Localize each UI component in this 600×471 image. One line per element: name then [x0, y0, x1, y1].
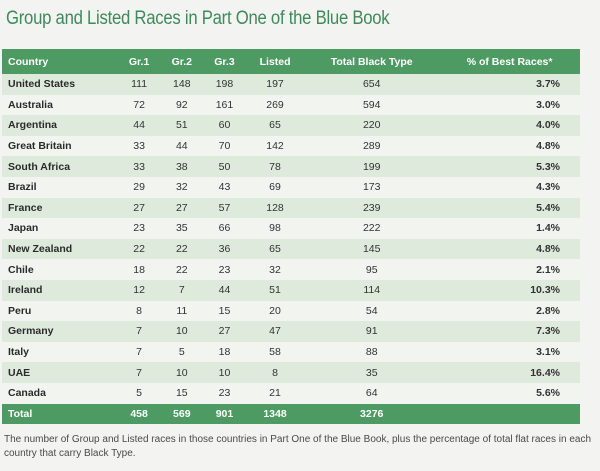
country-cell: Great Britain — [8, 140, 72, 153]
gr1-cell: 23 — [133, 222, 145, 235]
country-cell: Brazil — [8, 181, 37, 194]
total-black-type-cell: 594 — [362, 98, 381, 111]
total-label: Total — [8, 407, 33, 420]
gr3-cell: 36 — [218, 243, 231, 256]
total-black-type-cell: 54 — [365, 304, 378, 317]
listed-cell: 47 — [269, 325, 281, 338]
total-black-type-cell: 91 — [365, 325, 378, 338]
listed-cell: 128 — [266, 201, 284, 214]
total-black-type-cell: 95 — [365, 263, 378, 276]
listed-cell: 98 — [269, 222, 281, 235]
total-gr1: 458 — [130, 407, 148, 420]
total-black-type-cell: 199 — [362, 160, 381, 173]
header-total-black-type: Total Black Type — [330, 55, 413, 68]
gr1-cell: 12 — [133, 284, 145, 297]
gr1-cell: 33 — [133, 140, 145, 153]
total-black-type-cell: 220 — [362, 119, 381, 132]
listed-cell: 51 — [269, 284, 281, 297]
header-gr3: Gr.3 — [214, 55, 235, 68]
gr2-cell: 7 — [178, 284, 185, 297]
best-races-pct-cell: 10.3% — [530, 284, 560, 297]
gr3-cell: 43 — [218, 181, 231, 194]
total-gr2: 569 — [173, 407, 191, 420]
table-row — [2, 198, 580, 219]
table-row — [2, 301, 580, 322]
country-cell: Germany — [8, 325, 54, 338]
best-races-pct-cell: 16.4% — [530, 366, 560, 379]
header-gr1: Gr.1 — [128, 55, 150, 68]
total-black-type-cell: 289 — [362, 140, 381, 153]
country-cell: Argentina — [8, 119, 58, 132]
table-row — [2, 74, 580, 95]
total-black-type-cell: 145 — [362, 243, 381, 256]
table-row — [2, 259, 580, 280]
country-cell: UAE — [8, 366, 31, 379]
gr2-cell: 148 — [173, 78, 191, 91]
gr3-cell: 70 — [218, 140, 231, 153]
total-black-type-cell: 654 — [362, 78, 381, 91]
listed-cell: 269 — [266, 98, 284, 111]
gr2-cell: 32 — [175, 181, 188, 194]
best-races-pct-cell: 5.4% — [536, 201, 560, 214]
gr3-cell: 23 — [218, 387, 231, 400]
best-races-pct-cell: 1.4% — [536, 222, 560, 235]
races-table — [2, 49, 580, 424]
listed-cell: 58 — [269, 346, 281, 359]
listed-cell: 65 — [269, 243, 281, 256]
gr3-cell: 50 — [218, 160, 231, 173]
total-best-races-pct — [439, 404, 580, 424]
table-row — [2, 218, 580, 239]
best-races-pct-cell: 4.8% — [536, 243, 560, 256]
table-header-row — [2, 49, 580, 74]
total-black-type-cell: 222 — [362, 222, 381, 235]
table-row — [2, 115, 580, 136]
listed-cell: 69 — [269, 181, 281, 194]
listed-cell: 142 — [266, 140, 284, 153]
listed-cell: 8 — [272, 366, 278, 379]
total-black-type-cell: 35 — [365, 366, 378, 379]
country-cell: Australia — [8, 98, 53, 111]
table-caption: The number of Group and Listed races in those countries in Part One of the Blue Book, plus the percentage of total flat races in each country that carry Black Type. — [4, 434, 592, 459]
gr3-cell: 57 — [218, 201, 231, 214]
listed-cell: 32 — [269, 263, 281, 276]
listed-cell: 65 — [269, 119, 281, 132]
best-races-pct-cell: 2.1% — [536, 263, 560, 276]
page-title: Group and Listed Races in Part One of the Blue Book — [6, 8, 390, 29]
gr2-cell: 35 — [175, 222, 188, 235]
gr2-cell: 11 — [176, 304, 188, 317]
total-black-type-cell: 114 — [363, 284, 381, 297]
gr2-cell: 5 — [178, 346, 185, 359]
gr3-cell: 23 — [218, 263, 231, 276]
gr1-cell: 22 — [133, 243, 145, 256]
header-gr2: Gr.2 — [171, 55, 192, 68]
gr3-cell: 198 — [215, 78, 234, 91]
best-races-pct-cell: 3.1% — [536, 346, 560, 359]
gr1-cell: 27 — [133, 201, 145, 214]
country-cell: United States — [8, 78, 76, 91]
total-black-type-cell: 173 — [362, 181, 381, 194]
gr3-cell: 161 — [215, 98, 234, 111]
gr2-cell: 22 — [175, 263, 188, 276]
gr1-cell: 7 — [136, 346, 143, 359]
best-races-pct-cell: 5.6% — [536, 387, 560, 400]
gr1-cell: 5 — [136, 387, 143, 400]
table-body — [2, 74, 580, 404]
gr2-cell: 10 — [175, 366, 188, 379]
country-cell: France — [8, 201, 43, 214]
best-races-pct-cell: 4.8% — [536, 140, 560, 153]
country-cell: Canada — [8, 387, 46, 400]
table-row — [2, 280, 580, 301]
gr3-cell: 10 — [218, 366, 231, 379]
gr3-cell: 66 — [218, 222, 231, 235]
country-cell: Chile — [8, 263, 34, 276]
gr2-cell: 92 — [175, 98, 188, 111]
gr1-cell: 29 — [133, 181, 145, 194]
header-country: Country — [8, 55, 49, 68]
table-row — [2, 136, 580, 157]
total-listed: 1348 — [263, 407, 287, 420]
gr2-cell: 22 — [175, 243, 188, 256]
total-black-type: 3276 — [360, 407, 384, 420]
gr1-cell: 18 — [133, 263, 145, 276]
best-races-pct-cell: 3.0% — [536, 98, 560, 111]
table-row — [2, 362, 580, 383]
table-row — [2, 342, 580, 363]
listed-cell: 21 — [269, 387, 281, 400]
best-races-pct-cell: 7.3% — [536, 325, 560, 338]
table-total-row — [2, 404, 580, 424]
table-row — [2, 95, 580, 116]
table-row — [2, 156, 580, 177]
country-cell: Ireland — [8, 284, 43, 297]
total-black-type-cell: 88 — [365, 346, 378, 359]
listed-cell: 78 — [269, 160, 281, 173]
gr3-cell: 60 — [218, 119, 231, 132]
total-gr3: 901 — [215, 407, 234, 420]
best-races-pct-cell: 3.7% — [536, 78, 560, 91]
country-cell: South Africa — [8, 160, 71, 173]
best-races-pct-cell: 2.8% — [536, 304, 560, 317]
gr3-cell: 27 — [218, 325, 231, 338]
gr3-cell: 18 — [218, 346, 231, 359]
gr2-cell: 38 — [175, 160, 188, 173]
gr2-cell: 27 — [175, 201, 188, 214]
gr1-cell: 8 — [136, 304, 143, 317]
gr2-cell: 51 — [175, 119, 188, 132]
gr1-cell: 111 — [131, 78, 148, 91]
country-cell: Italy — [8, 346, 30, 359]
gr1-cell: 33 — [133, 160, 145, 173]
gr2-cell: 15 — [175, 387, 188, 400]
header-best-races-pct: % of Best Races* — [466, 55, 553, 68]
best-races-pct-cell: 4.0% — [536, 119, 560, 132]
gr3-cell: 44 — [218, 284, 231, 297]
table-row — [2, 321, 580, 342]
country-cell: New Zealand — [8, 243, 73, 256]
table-row — [2, 239, 580, 260]
gr2-cell: 44 — [175, 140, 188, 153]
gr1-cell: 44 — [133, 119, 145, 132]
gr1-cell: 7 — [136, 325, 143, 338]
country-cell: Peru — [8, 304, 32, 317]
header-listed: Listed — [259, 55, 291, 68]
table-row — [2, 177, 580, 198]
gr3-cell: 15 — [218, 304, 231, 317]
gr1-cell: 7 — [136, 366, 143, 379]
total-black-type-cell: 239 — [362, 201, 381, 214]
best-races-pct-cell: 4.3% — [536, 181, 560, 194]
gr1-cell: 72 — [133, 98, 145, 111]
country-cell: Japan — [8, 222, 39, 235]
best-races-pct-cell: 5.3% — [536, 160, 560, 173]
table-row — [2, 383, 580, 404]
listed-cell: 197 — [266, 78, 284, 91]
total-black-type-cell: 64 — [365, 387, 378, 400]
gr2-cell: 10 — [175, 325, 188, 338]
listed-cell: 20 — [269, 304, 281, 317]
